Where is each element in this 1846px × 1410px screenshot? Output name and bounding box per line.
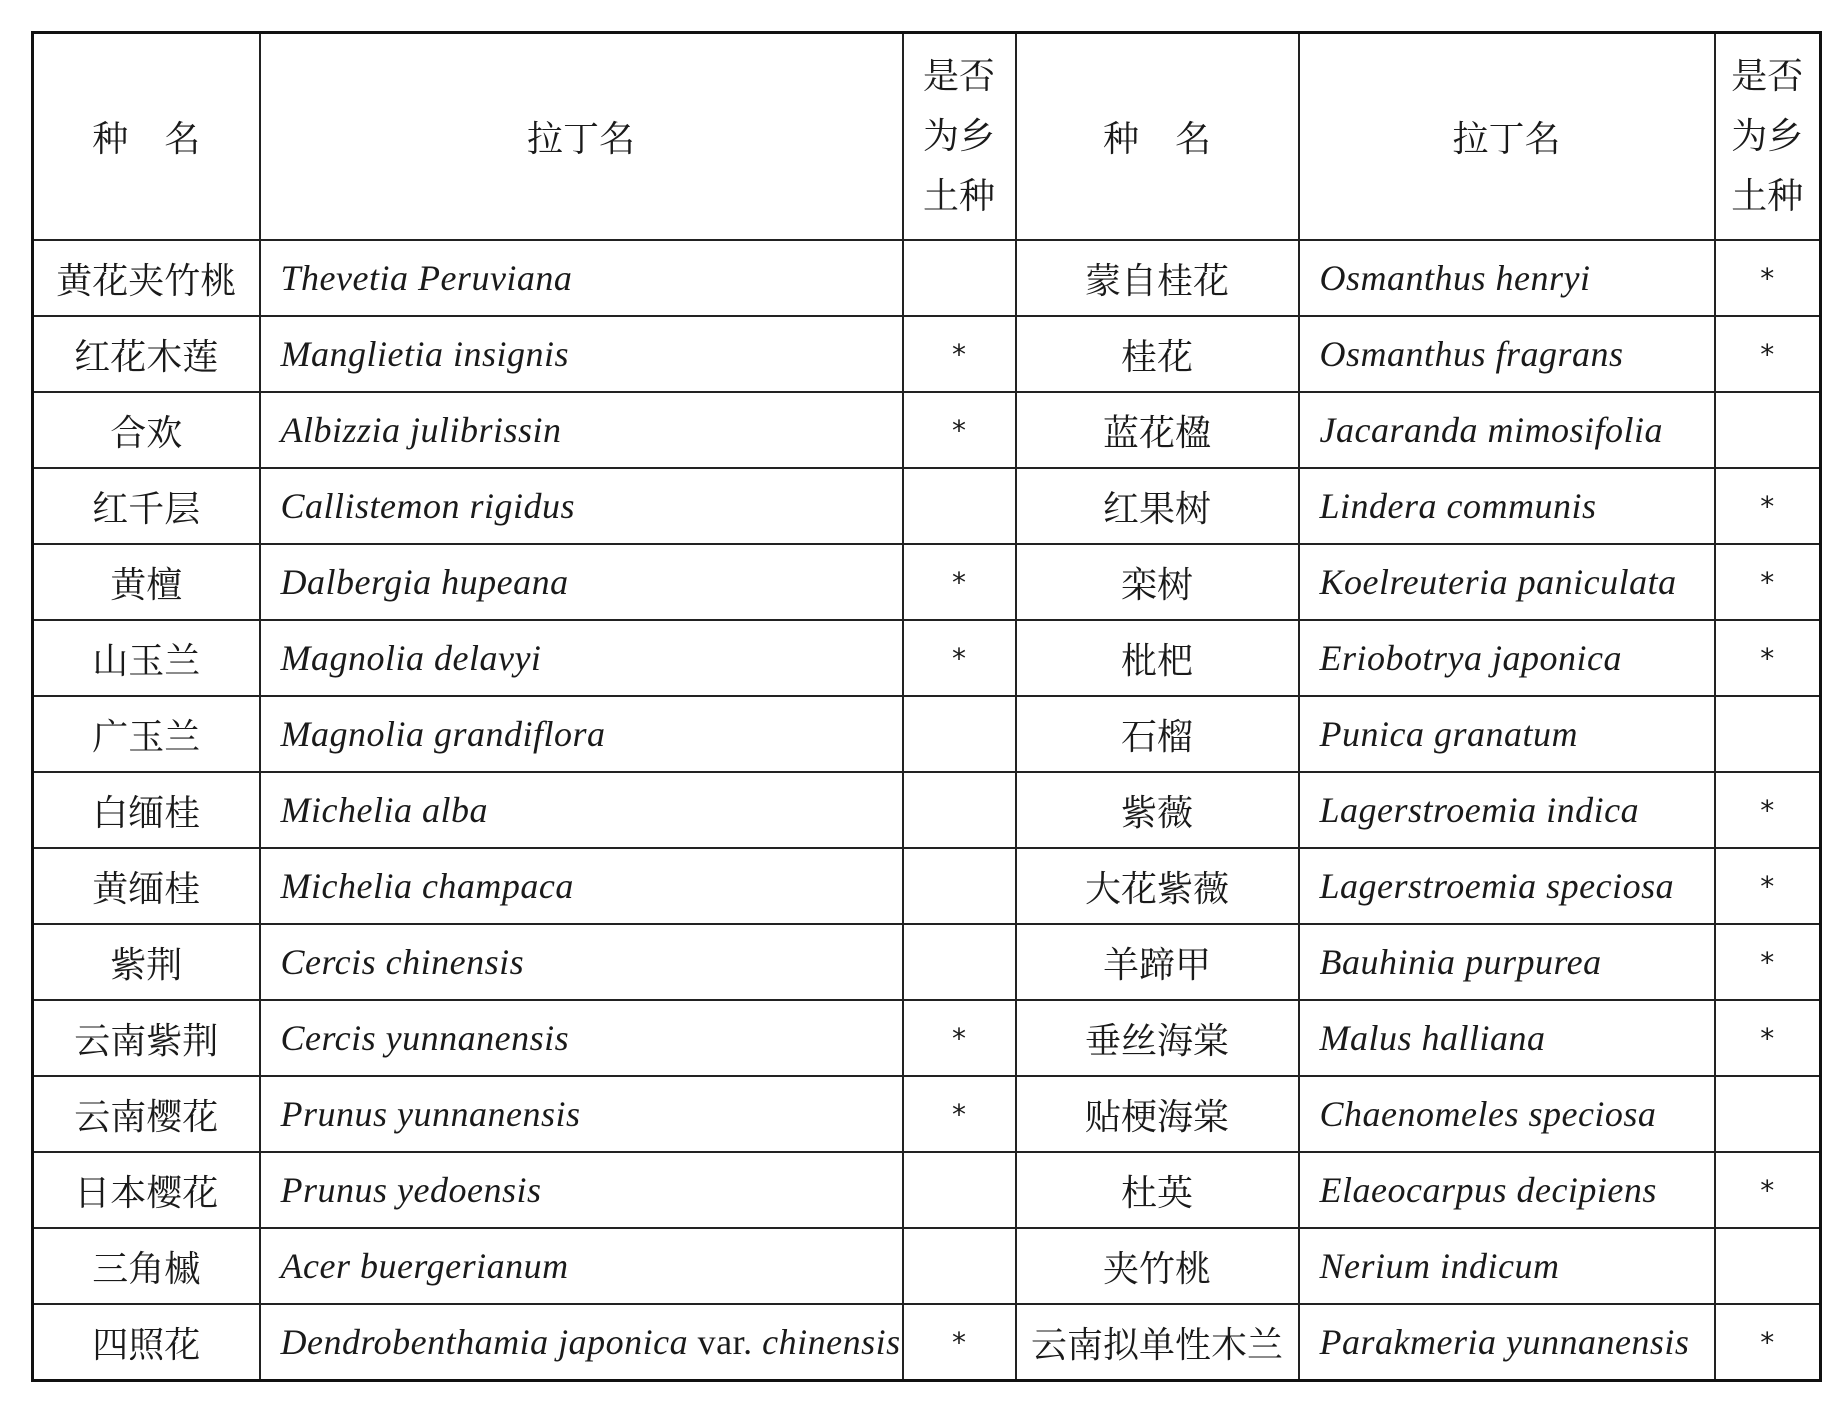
species-name-left: 黄缅桂 [33,848,260,924]
native-mark-left [903,772,1016,848]
table-row [33,316,1821,392]
species-name-left: 红花木莲 [33,316,260,392]
header-row [33,33,1821,241]
species-name-right: 云南拟单性木兰 [1016,1304,1299,1381]
header-native-line3: 土种 [1731,175,1804,217]
native-mark-left [903,696,1016,772]
latin-name-right: Punica granatum [1299,696,1715,772]
latin-name-right: Elaeocarpus decipiens [1299,1152,1715,1228]
latin-name-left: Prunus yedoensis [260,1152,903,1228]
native-mark-right: * [1715,1000,1821,1076]
header-species-left: 种 名 [33,33,260,241]
latin-name-left: Magnolia delavyi [260,620,903,696]
latin-name-right: Koelreuteria paniculata [1299,544,1715,620]
table-row [33,1304,1821,1381]
latin-name-right: Parakmeria yunnanensis [1299,1304,1715,1381]
species-name-right: 蒙自桂花 [1016,240,1299,316]
table-row [33,696,1821,772]
species-name-right: 垂丝海棠 [1016,1000,1299,1076]
species-name-right: 羊蹄甲 [1016,924,1299,1000]
header-native-line2: 为乡 [1731,115,1804,157]
native-mark-left: * [903,1304,1016,1381]
latin-name-left: Acer buergerianum [260,1228,903,1304]
header-species-right: 种 名 [1016,33,1299,241]
native-mark-left [903,924,1016,1000]
native-mark-left: * [903,544,1016,620]
native-mark-right: * [1715,468,1821,544]
native-mark-right [1715,392,1821,468]
species-name-right: 枇杷 [1016,620,1299,696]
latin-name-right: Chaenomeles speciosa [1299,1076,1715,1152]
native-mark-right [1715,1228,1821,1304]
table-row [33,848,1821,924]
header-latin-left: 拉丁名 [260,33,903,241]
native-mark-right: * [1715,924,1821,1000]
native-mark-right: * [1715,240,1821,316]
latin-name-right: Lindera communis [1299,468,1715,544]
species-name-left: 云南樱花 [33,1076,260,1152]
latin-name-left: Michelia alba [260,772,903,848]
species-name-left: 白缅桂 [33,772,260,848]
species-name-left: 山玉兰 [33,620,260,696]
species-name-right: 蓝花楹 [1016,392,1299,468]
species-name-left: 合欢 [33,392,260,468]
species-name-right: 夹竹桃 [1016,1228,1299,1304]
species-name-right: 贴梗海棠 [1016,1076,1299,1152]
native-mark-right: * [1715,848,1821,924]
latin-name-left: Callistemon rigidus [260,468,903,544]
native-mark-left [903,848,1016,924]
species-name-left: 四照花 [33,1304,260,1381]
latin-name-left: Dendrobenthamia japonica var. chinensis [260,1304,903,1381]
table-row [33,544,1821,620]
native-mark-left: * [903,392,1016,468]
table-row [33,468,1821,544]
latin-name-left: Albizzia julibrissin [260,392,903,468]
latin-name-right: Osmanthus henryi [1299,240,1715,316]
latin-name-left: Prunus yunnanensis [260,1076,903,1152]
native-mark-left [903,240,1016,316]
latin-name-right: Bauhinia purpurea [1299,924,1715,1000]
native-mark-right: * [1715,620,1821,696]
table-row [33,240,1821,316]
native-mark-right [1715,1076,1821,1152]
latin-name-right: Lagerstroemia speciosa [1299,848,1715,924]
native-mark-left: * [903,1000,1016,1076]
table-row [33,772,1821,848]
latin-name-left: Manglietia insignis [260,316,903,392]
native-mark-right: * [1715,772,1821,848]
header-native-right [1715,33,1821,241]
header-native-line1: 是否 [1731,55,1804,97]
table-row [33,392,1821,468]
header-latin-right: 拉丁名 [1299,33,1715,241]
table-row [33,924,1821,1000]
native-mark-left [903,1152,1016,1228]
latin-name-right: Osmanthus fragrans [1299,316,1715,392]
species-name-left: 三角槭 [33,1228,260,1304]
native-mark-right: * [1715,316,1821,392]
latin-name-left: Dalbergia hupeana [260,544,903,620]
native-mark-left [903,1228,1016,1304]
table-row [33,620,1821,696]
species-name-right: 栾树 [1016,544,1299,620]
species-name-left: 广玉兰 [33,696,260,772]
species-name-left: 黄花夹竹桃 [33,240,260,316]
species-name-left: 紫荆 [33,924,260,1000]
species-name-right: 桂花 [1016,316,1299,392]
species-name-right: 石榴 [1016,696,1299,772]
latin-name-left: Thevetia Peruviana [260,240,903,316]
latin-name-right: Jacaranda mimosifolia [1299,392,1715,468]
header-native-line3: 土种 [922,175,995,217]
table-row [33,1152,1821,1228]
species-name-left: 红千层 [33,468,260,544]
native-mark-left [903,468,1016,544]
header-native-left [903,33,1016,241]
species-table [31,31,1822,1382]
latin-name-left: Cercis chinensis [260,924,903,1000]
species-name-right: 大花紫薇 [1016,848,1299,924]
latin-name-left: Cercis yunnanensis [260,1000,903,1076]
native-mark-left: * [903,1076,1016,1152]
native-mark-left: * [903,316,1016,392]
latin-name-right: Lagerstroemia indica [1299,772,1715,848]
latin-name-left: Magnolia grandiflora [260,696,903,772]
latin-name-right: Nerium indicum [1299,1228,1715,1304]
latin-name-right: Malus halliana [1299,1000,1715,1076]
species-name-right: 杜英 [1016,1152,1299,1228]
species-name-right: 紫薇 [1016,772,1299,848]
species-name-left: 黄檀 [33,544,260,620]
native-mark-right [1715,696,1821,772]
latin-name-right: Eriobotrya japonica [1299,620,1715,696]
native-mark-right: * [1715,1152,1821,1228]
species-name-left: 云南紫荆 [33,1000,260,1076]
table-row [33,1000,1821,1076]
table-row [33,1228,1821,1304]
species-name-right: 红果树 [1016,468,1299,544]
native-mark-right: * [1715,1304,1821,1381]
native-mark-right: * [1715,544,1821,620]
latin-name-left: Michelia champaca [260,848,903,924]
header-native-line2: 为乡 [922,115,995,157]
native-mark-left: * [903,620,1016,696]
table-row [33,1076,1821,1152]
species-name-left: 日本樱花 [33,1152,260,1228]
table-body [33,240,1821,1381]
header-native-line1: 是否 [922,55,995,97]
